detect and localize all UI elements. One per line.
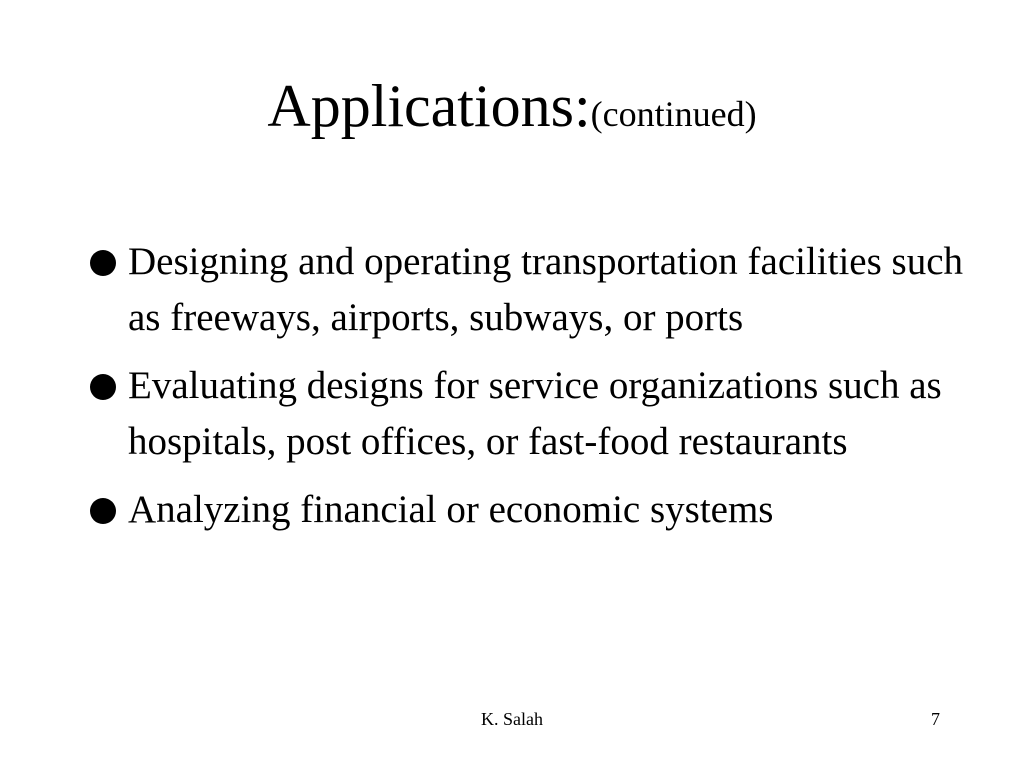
footer-author: K. Salah (481, 709, 543, 729)
bullet-item (88, 234, 968, 346)
slide-title-suffix: (continued) (590, 94, 757, 134)
bullet-item (88, 358, 968, 470)
bullet-dot-icon (90, 374, 116, 400)
bullet-dot-icon (90, 498, 116, 524)
bullet-text: Analyzing financial or economic systems (128, 488, 774, 531)
bullet-text: Designing and operating transportation facilities such as freeways, airports, subways, or ports (128, 240, 964, 339)
bullet-list (88, 234, 968, 550)
bullet-text: Evaluating designs for service organizations such as hospitals, post offices, or fast-food restaurants (128, 364, 942, 463)
page-number: 7 (931, 709, 940, 729)
bullet-item (88, 482, 968, 538)
slide-title (0, 73, 1024, 139)
bullet-dot-icon (90, 250, 116, 276)
slide-title-main: Applications: (267, 73, 591, 139)
